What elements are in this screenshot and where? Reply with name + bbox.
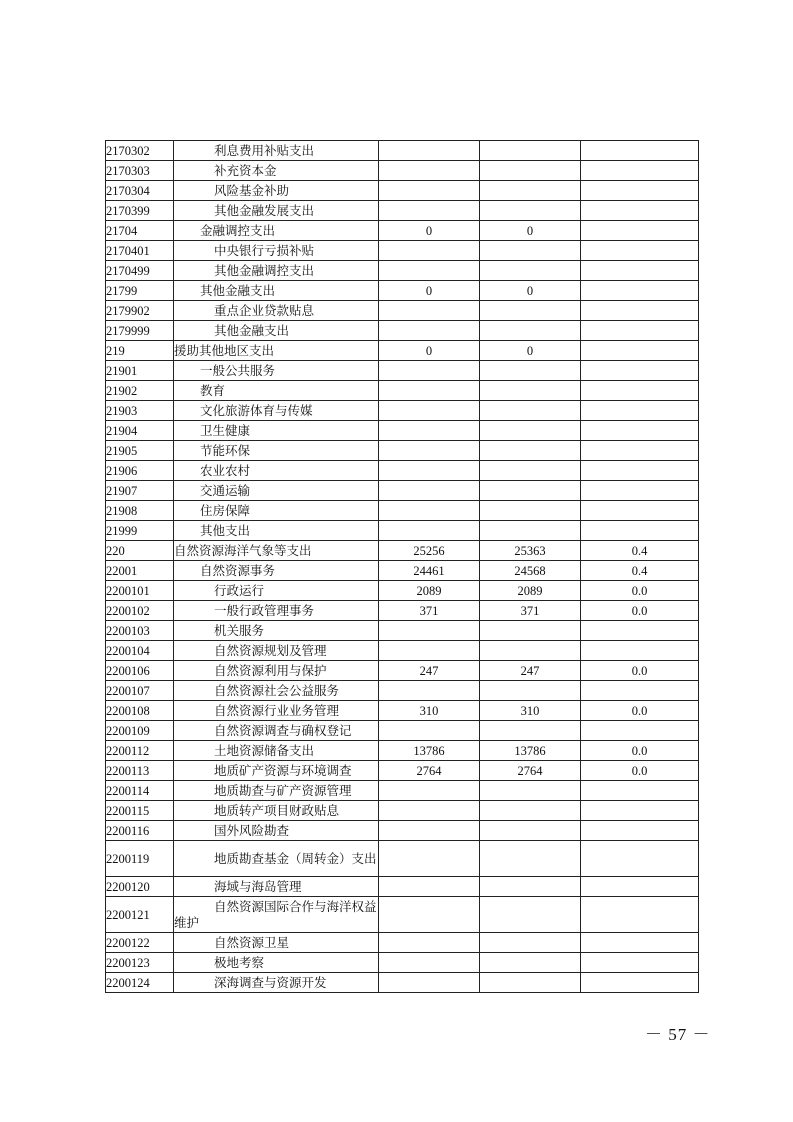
value-cell-1 <box>379 321 480 341</box>
value-cell-2 <box>480 441 581 461</box>
value-cell-3: 0.4 <box>581 561 699 581</box>
name-cell: 文化旅游体育与传媒 <box>174 401 379 421</box>
value-cell-2 <box>480 421 581 441</box>
value-cell-1: 0 <box>379 221 480 241</box>
name-cell: 自然资源卫星 <box>174 933 379 953</box>
value-cell-3 <box>581 301 699 321</box>
value-cell-1 <box>379 897 480 933</box>
value-cell-1 <box>379 501 480 521</box>
table-row <box>106 973 699 993</box>
value-cell-2: 2764 <box>480 761 581 781</box>
value-cell-2 <box>480 841 581 877</box>
value-cell-3: 0.0 <box>581 741 699 761</box>
value-cell-2: 247 <box>480 661 581 681</box>
value-cell-3 <box>581 421 699 441</box>
name-cell: 行政运行 <box>174 581 379 601</box>
value-cell-1: 24461 <box>379 561 480 581</box>
value-cell-1 <box>379 401 480 421</box>
code-cell: 21903 <box>106 401 174 421</box>
code-cell: 2200122 <box>106 933 174 953</box>
value-cell-3 <box>581 501 699 521</box>
code-cell: 2200114 <box>106 781 174 801</box>
value-cell-1: 25256 <box>379 541 480 561</box>
value-cell-3: 0.0 <box>581 661 699 681</box>
value-cell-1 <box>379 421 480 441</box>
value-cell-3 <box>581 241 699 261</box>
value-cell-3 <box>581 897 699 933</box>
code-cell: 21904 <box>106 421 174 441</box>
value-cell-1 <box>379 621 480 641</box>
table-row <box>106 501 699 521</box>
name-cell: 海域与海岛管理 <box>174 877 379 897</box>
value-cell-1: 0 <box>379 341 480 361</box>
code-cell: 2200123 <box>106 953 174 973</box>
table-row <box>106 953 699 973</box>
value-cell-2 <box>480 953 581 973</box>
code-cell: 21799 <box>106 281 174 301</box>
table-row <box>106 441 699 461</box>
code-cell: 2170304 <box>106 181 174 201</box>
table-row <box>106 801 699 821</box>
value-cell-2: 371 <box>480 601 581 621</box>
name-cell: 地质转产项目财政贴息 <box>174 801 379 821</box>
value-cell-1 <box>379 821 480 841</box>
code-cell: 2170303 <box>106 161 174 181</box>
name-cell: 其他金融支出 <box>174 321 379 341</box>
value-cell-3 <box>581 821 699 841</box>
table-row <box>106 201 699 221</box>
value-cell-1: 0 <box>379 281 480 301</box>
code-cell: 21704 <box>106 221 174 241</box>
value-cell-1: 310 <box>379 701 480 721</box>
table-body <box>106 141 699 993</box>
table-row <box>106 841 699 877</box>
value-cell-2 <box>480 381 581 401</box>
code-cell: 21907 <box>106 481 174 501</box>
value-cell-1 <box>379 141 480 161</box>
value-cell-1 <box>379 781 480 801</box>
code-cell: 2170401 <box>106 241 174 261</box>
value-cell-3: 0.0 <box>581 601 699 621</box>
table-row <box>106 701 699 721</box>
value-cell-1 <box>379 161 480 181</box>
value-cell-3 <box>581 201 699 221</box>
value-cell-1 <box>379 641 480 661</box>
value-cell-3 <box>581 681 699 701</box>
value-cell-3: 0.0 <box>581 701 699 721</box>
name-cell: 自然资源规划及管理 <box>174 641 379 661</box>
value-cell-2 <box>480 933 581 953</box>
value-cell-2 <box>480 721 581 741</box>
name-cell: 地质勘查基金（周转金）支出 <box>174 841 379 877</box>
name-cell: 其他金融支出 <box>174 281 379 301</box>
code-cell: 2200101 <box>106 581 174 601</box>
value-cell-1 <box>379 301 480 321</box>
value-cell-1 <box>379 241 480 261</box>
name-cell: 交通运输 <box>174 481 379 501</box>
value-cell-3 <box>581 781 699 801</box>
value-cell-2 <box>480 801 581 821</box>
value-cell-3 <box>581 721 699 741</box>
code-cell: 21906 <box>106 461 174 481</box>
name-cell: 援助其他地区支出 <box>174 341 379 361</box>
code-cell: 2200121 <box>106 897 174 933</box>
table-row <box>106 321 699 341</box>
table-row <box>106 481 699 501</box>
code-cell: 2200124 <box>106 973 174 993</box>
value-cell-3 <box>581 261 699 281</box>
name-cell: 自然资源利用与保护 <box>174 661 379 681</box>
value-cell-1: 2089 <box>379 581 480 601</box>
value-cell-2 <box>480 261 581 281</box>
value-cell-3 <box>581 621 699 641</box>
value-cell-1 <box>379 481 480 501</box>
value-cell-3: 0.0 <box>581 761 699 781</box>
code-cell: 2179999 <box>106 321 174 341</box>
value-cell-3 <box>581 321 699 341</box>
value-cell-3 <box>581 181 699 201</box>
table-row <box>106 621 699 641</box>
table-row <box>106 381 699 401</box>
name-cell: 自然资源事务 <box>174 561 379 581</box>
table-row <box>106 741 699 761</box>
value-cell-1 <box>379 801 480 821</box>
code-cell: 2200116 <box>106 821 174 841</box>
value-cell-1 <box>379 877 480 897</box>
value-cell-2 <box>480 501 581 521</box>
value-cell-1 <box>379 933 480 953</box>
value-cell-2 <box>480 821 581 841</box>
value-cell-3 <box>581 341 699 361</box>
table-row <box>106 221 699 241</box>
value-cell-3 <box>581 641 699 661</box>
value-cell-1 <box>379 681 480 701</box>
value-cell-3 <box>581 361 699 381</box>
name-cell: 其他支出 <box>174 521 379 541</box>
value-cell-2 <box>480 401 581 421</box>
table-row <box>106 141 699 161</box>
table-row <box>106 897 699 933</box>
value-cell-3 <box>581 521 699 541</box>
value-cell-1 <box>379 721 480 741</box>
name-cell: 一般行政管理事务 <box>174 601 379 621</box>
name-cell: 补充资本金 <box>174 161 379 181</box>
code-cell: 2179902 <box>106 301 174 321</box>
table-row <box>106 421 699 441</box>
table-row <box>106 261 699 281</box>
code-cell: 2200119 <box>106 841 174 877</box>
value-cell-2 <box>480 641 581 661</box>
code-cell: 21999 <box>106 521 174 541</box>
table-row <box>106 241 699 261</box>
name-cell: 地质勘查与矿产资源管理 <box>174 781 379 801</box>
code-cell: 21902 <box>106 381 174 401</box>
value-cell-1 <box>379 953 480 973</box>
table-row <box>106 721 699 741</box>
name-cell: 一般公共服务 <box>174 361 379 381</box>
value-cell-2 <box>480 201 581 221</box>
value-cell-1: 13786 <box>379 741 480 761</box>
table-row <box>106 821 699 841</box>
value-cell-1 <box>379 201 480 221</box>
code-cell: 2200120 <box>106 877 174 897</box>
code-cell: 2200104 <box>106 641 174 661</box>
name-cell: 金融调控支出 <box>174 221 379 241</box>
code-cell: 2200109 <box>106 721 174 741</box>
table-row <box>106 461 699 481</box>
value-cell-1 <box>379 381 480 401</box>
name-cell: 机关服务 <box>174 621 379 641</box>
code-cell: 21908 <box>106 501 174 521</box>
value-cell-3 <box>581 381 699 401</box>
value-cell-3 <box>581 953 699 973</box>
table-row <box>106 281 699 301</box>
code-cell: 21905 <box>106 441 174 461</box>
value-cell-2 <box>480 461 581 481</box>
value-cell-2 <box>480 877 581 897</box>
value-cell-1 <box>379 973 480 993</box>
value-cell-3: 0.4 <box>581 541 699 561</box>
value-cell-1 <box>379 521 480 541</box>
value-cell-3 <box>581 401 699 421</box>
code-cell: 2200112 <box>106 741 174 761</box>
name-cell: 节能环保 <box>174 441 379 461</box>
code-cell: 220 <box>106 541 174 561</box>
table-row <box>106 161 699 181</box>
value-cell-2 <box>480 141 581 161</box>
value-cell-2: 2089 <box>480 581 581 601</box>
budget-expenditure-table <box>105 140 699 993</box>
table-row <box>106 301 699 321</box>
value-cell-3 <box>581 841 699 877</box>
value-cell-3 <box>581 281 699 301</box>
value-cell-3 <box>581 933 699 953</box>
name-cell: 住房保障 <box>174 501 379 521</box>
table-row <box>106 681 699 701</box>
value-cell-3: 0.0 <box>581 581 699 601</box>
code-cell: 2200107 <box>106 681 174 701</box>
value-cell-3 <box>581 801 699 821</box>
name-cell: 土地资源储备支出 <box>174 741 379 761</box>
value-cell-2 <box>480 973 581 993</box>
value-cell-2 <box>480 161 581 181</box>
value-cell-1 <box>379 181 480 201</box>
table-row <box>106 561 699 581</box>
value-cell-3 <box>581 141 699 161</box>
value-cell-1 <box>379 261 480 281</box>
value-cell-2 <box>480 621 581 641</box>
value-cell-2 <box>480 897 581 933</box>
value-cell-1 <box>379 361 480 381</box>
code-cell: 2200102 <box>106 601 174 621</box>
value-cell-2 <box>480 181 581 201</box>
value-cell-2: 0 <box>480 281 581 301</box>
table-row <box>106 521 699 541</box>
code-cell: 2170399 <box>106 201 174 221</box>
name-cell: 农业农村 <box>174 461 379 481</box>
value-cell-1: 2764 <box>379 761 480 781</box>
value-cell-2: 13786 <box>480 741 581 761</box>
code-cell: 2170302 <box>106 141 174 161</box>
table-row <box>106 581 699 601</box>
value-cell-1: 247 <box>379 661 480 681</box>
value-cell-2 <box>480 521 581 541</box>
table-row <box>106 641 699 661</box>
value-cell-1 <box>379 461 480 481</box>
table-row <box>106 401 699 421</box>
value-cell-3 <box>581 877 699 897</box>
name-cell: 其他金融调控支出 <box>174 261 379 281</box>
code-cell: 2200108 <box>106 701 174 721</box>
name-cell: 利息费用补贴支出 <box>174 141 379 161</box>
value-cell-1 <box>379 841 480 877</box>
table-row <box>106 781 699 801</box>
name-cell: 风险基金补助 <box>174 181 379 201</box>
code-cell: 2170499 <box>106 261 174 281</box>
name-cell: 自然资源国际合作与海洋权益维护 <box>174 897 379 933</box>
value-cell-3 <box>581 221 699 241</box>
code-cell: 2200106 <box>106 661 174 681</box>
page-number: － 57 － <box>645 1025 711 1044</box>
table-row <box>106 181 699 201</box>
table-row <box>106 361 699 381</box>
value-cell-3 <box>581 441 699 461</box>
code-cell: 219 <box>106 341 174 361</box>
name-cell: 中央银行亏损补贴 <box>174 241 379 261</box>
value-cell-2: 310 <box>480 701 581 721</box>
value-cell-2: 0 <box>480 341 581 361</box>
code-cell: 2200113 <box>106 761 174 781</box>
table-row <box>106 661 699 681</box>
value-cell-2: 24568 <box>480 561 581 581</box>
name-cell: 地质矿产资源与环境调查 <box>174 761 379 781</box>
code-cell: 22001 <box>106 561 174 581</box>
name-cell: 国外风险勘查 <box>174 821 379 841</box>
name-cell: 卫生健康 <box>174 421 379 441</box>
table-row <box>106 933 699 953</box>
name-cell: 教育 <box>174 381 379 401</box>
value-cell-1 <box>379 441 480 461</box>
table-row <box>106 341 699 361</box>
value-cell-3 <box>581 973 699 993</box>
value-cell-2: 25363 <box>480 541 581 561</box>
value-cell-2 <box>480 321 581 341</box>
value-cell-2 <box>480 241 581 261</box>
name-cell: 自然资源行业业务管理 <box>174 701 379 721</box>
name-cell: 自然资源社会公益服务 <box>174 681 379 701</box>
value-cell-1: 371 <box>379 601 480 621</box>
value-cell-2 <box>480 361 581 381</box>
value-cell-2: 0 <box>480 221 581 241</box>
table-row <box>106 877 699 897</box>
value-cell-2 <box>480 681 581 701</box>
value-cell-3 <box>581 161 699 181</box>
name-cell: 重点企业贷款贴息 <box>174 301 379 321</box>
name-cell: 其他金融发展支出 <box>174 201 379 221</box>
name-cell: 极地考察 <box>174 953 379 973</box>
code-cell: 21901 <box>106 361 174 381</box>
name-cell: 自然资源调查与确权登记 <box>174 721 379 741</box>
code-cell: 2200103 <box>106 621 174 641</box>
value-cell-2 <box>480 781 581 801</box>
value-cell-2 <box>480 301 581 321</box>
name-cell: 自然资源海洋气象等支出 <box>174 541 379 561</box>
value-cell-3 <box>581 481 699 501</box>
table-row <box>106 601 699 621</box>
value-cell-3 <box>581 461 699 481</box>
code-cell: 2200115 <box>106 801 174 821</box>
name-cell: 深海调查与资源开发 <box>174 973 379 993</box>
table-row <box>106 761 699 781</box>
value-cell-2 <box>480 481 581 501</box>
table-row <box>106 541 699 561</box>
